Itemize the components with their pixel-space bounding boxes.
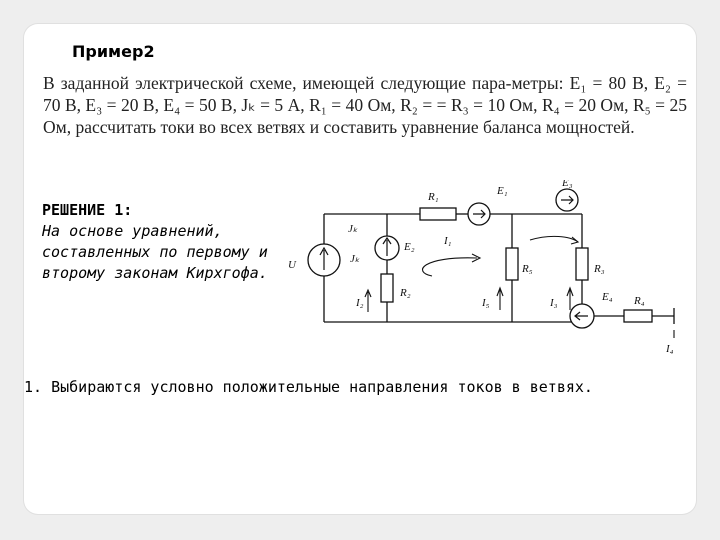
resistor-r5 — [506, 248, 518, 280]
solution-heading: РЕШЕНИЕ 1: — [42, 201, 133, 219]
resistor-r2 — [381, 274, 393, 302]
step-1-text: 1. Выбираются условно положительные направления токов в ветвях. — [24, 378, 593, 396]
slide-title: Пример2 — [72, 42, 155, 61]
label-i2: I₂ — [356, 297, 364, 309]
circuit-diagram — [282, 180, 692, 360]
solution-block — [42, 200, 272, 284]
label-i4: I₄ — [666, 343, 674, 355]
label-e1: E₁ — [497, 185, 508, 197]
label-jk-top: Jₖ — [348, 223, 358, 235]
label-i5: I₅ — [482, 297, 490, 309]
label-i3: I₃ — [550, 297, 558, 309]
label-u: U — [288, 259, 296, 271]
label-r1: R₁ — [428, 191, 439, 203]
label-e3: E₃ — [562, 180, 573, 189]
problem-statement — [43, 72, 687, 138]
label-e4: E₄ — [602, 291, 613, 303]
resistor-r4 — [624, 310, 652, 322]
solution-text: На основе уравнений, составленных по первому и второму законам Кирхгофа. — [42, 222, 268, 282]
label-r5: R₅ — [522, 263, 533, 275]
label-e2: E₂ — [404, 241, 415, 253]
resistor-r1 — [420, 208, 456, 220]
problem-text: В заданной электрической схеме, имеющей следующие пара-метры: E₁ = 80 В, E₂ = 70 В, E₃ = 20 В, E₄ = 50 В, Jₖ = 5 А, R₁ = 40 Ом, R₂ = = R₃ = 10 Ом, R₄ = 20 Ом, R₅ = 25 Ом, рассчитать токи во всех ветвях и составить уравнение баланса мощностей. — [43, 73, 687, 137]
label-r4: R₄ — [634, 295, 645, 307]
label-jk-side: Jₖ — [350, 253, 360, 265]
label-r2: R₂ — [400, 287, 411, 299]
resistor-r3 — [576, 248, 588, 280]
label-i1: I₁ — [444, 235, 452, 247]
label-r3: R₃ — [594, 263, 605, 275]
